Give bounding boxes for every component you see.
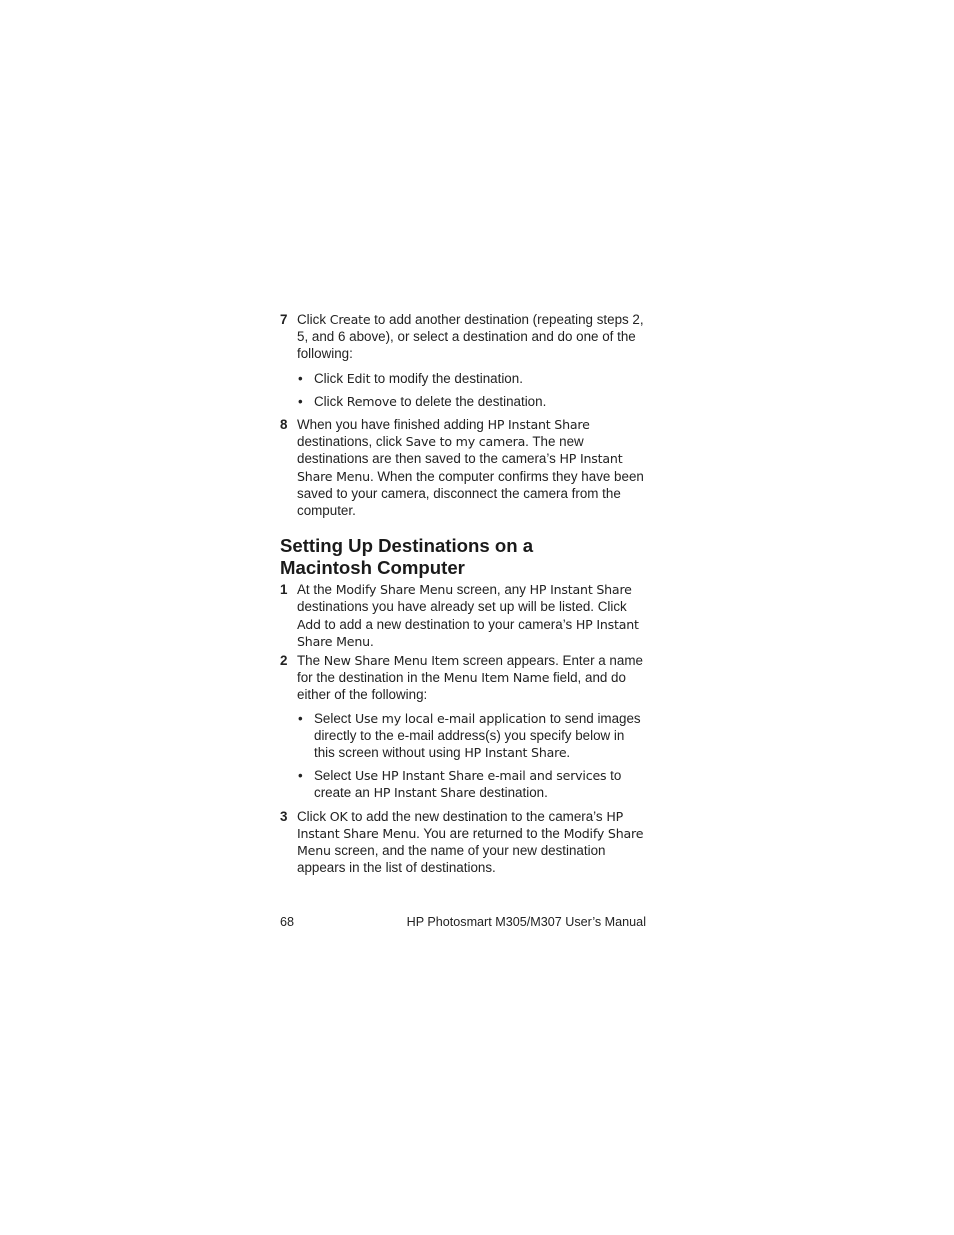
section-heading <box>280 535 646 579</box>
mac-step-2 <box>280 652 646 704</box>
step-7-options <box>280 370 646 410</box>
ui-term: Use HP Instant Share e-mail and services <box>354 768 607 784</box>
bullet-text: destination. <box>475 785 548 801</box>
step-text: to add another destination (repeating steps 2, 5, and 6 above), or select a destination and do one of the following: <box>297 312 644 362</box>
bullet-text: Click <box>314 370 347 386</box>
heading-line-1: Setting Up Destinations on a <box>280 535 534 557</box>
step-text: to add a new destination to your camera’s <box>320 616 576 632</box>
step-number: 8 <box>280 417 288 433</box>
step-text: screen, and the name of your new destination appears in the list of destinations. <box>297 843 606 876</box>
bullet-dot: • <box>298 370 303 386</box>
page-content <box>280 311 646 876</box>
mac-step-3 <box>280 808 646 877</box>
step-text: Click <box>297 312 330 327</box>
step-text: screen, any <box>452 582 530 598</box>
ui-term: HP Instant Share <box>464 745 567 761</box>
step-text: . You are returned to the <box>416 825 564 841</box>
ui-term-create: Create <box>329 312 371 327</box>
ui-term: HP Instant Share <box>487 417 590 433</box>
mac-step-1 <box>280 581 646 650</box>
bullet-dot: • <box>298 768 303 784</box>
ui-term: Modify Share Menu <box>335 582 453 598</box>
step-text: field, and do either of the following: <box>297 670 626 703</box>
ui-term: Use my local e-mail application <box>354 710 547 726</box>
step-text: destinations, click <box>297 434 406 450</box>
ui-term-edit: Edit <box>346 370 371 386</box>
page-number: 68 <box>280 915 295 929</box>
bullet-text: Select <box>314 710 355 726</box>
bullet-dot: • <box>298 710 303 726</box>
step-number: 3 <box>280 808 288 824</box>
ui-term: HP Instant Share Menu <box>297 451 623 484</box>
ui-term: OK <box>329 808 348 824</box>
bullet-dot: • <box>298 393 303 409</box>
step-8 <box>280 416 646 519</box>
bullet-text: to send images directly to the e-mail address(s) you specify below in this screen without using <box>314 710 641 761</box>
bullet-item-edit <box>280 370 646 387</box>
manual-title: HP Photosmart M305/M307 User’s Manual <box>406 915 646 929</box>
bullet-text: Select <box>314 768 355 784</box>
step-number: 7 <box>280 312 288 327</box>
ui-term-remove: Remove <box>346 393 397 409</box>
step-text: destinations you have already set up will be listed. Click <box>297 599 627 615</box>
mac-step-2-options <box>280 710 646 802</box>
ui-term: HP Instant Share <box>373 785 476 801</box>
step-text: . When the computer confirms they have been saved to your camera, disconnect the camera from the computer. <box>297 468 644 519</box>
bullet-text: Click <box>314 393 347 409</box>
step-text: . <box>369 633 374 649</box>
step-text: At the <box>297 582 336 598</box>
heading-line-2: Macintosh Computer <box>280 557 465 579</box>
step-number: 1 <box>280 582 288 598</box>
ui-term: New Share Menu Item <box>323 653 460 669</box>
ui-term: Save to my camera <box>405 434 526 450</box>
ui-term: HP Instant Share Menu <box>297 808 623 841</box>
bullet-item-remove <box>280 393 646 410</box>
ui-term: HP Instant Share <box>529 582 632 598</box>
step-text: to add the new destination to the camera’s <box>347 808 607 824</box>
step-text: When you have finished adding <box>297 417 488 433</box>
ui-term: Add <box>297 616 321 632</box>
ui-term: HP Instant Share Menu <box>297 616 639 649</box>
ui-term: Menu Item Name <box>443 670 550 686</box>
step-7 <box>280 311 646 363</box>
bullet-text: . <box>566 745 571 761</box>
bullet-item-instant-share-email <box>280 767 646 801</box>
step-text: Click <box>297 808 330 824</box>
bullet-text: to delete the destination. <box>396 393 547 409</box>
bullet-item-local-email <box>280 710 646 762</box>
bullet-text: to create an <box>314 768 622 801</box>
ui-term: Modify Share Menu <box>297 825 644 859</box>
step-text: screen appears. Enter a name for the destination in the <box>297 653 643 686</box>
bullet-text: to modify the destination. <box>370 370 523 386</box>
step-text: The <box>297 653 324 669</box>
step-number: 2 <box>280 653 288 669</box>
step-text: . The new destinations are then saved to the camera’s <box>297 434 584 467</box>
